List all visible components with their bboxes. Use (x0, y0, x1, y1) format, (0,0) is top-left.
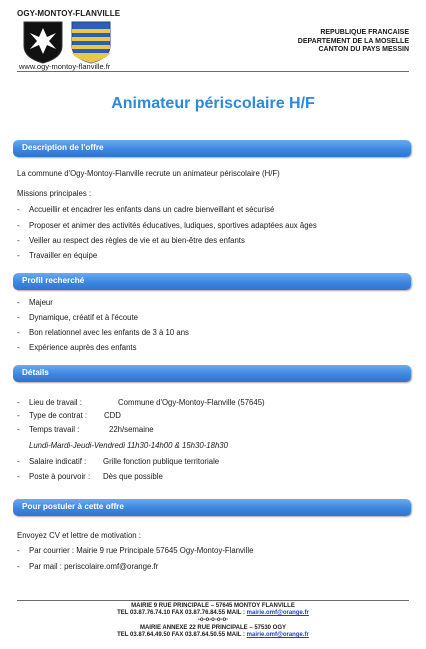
coat-of-arms-logos (22, 20, 114, 64)
list-item: - Majeur (17, 298, 53, 307)
striped-shield-coat-of-arms-icon (72, 22, 110, 63)
list-item: - Expérience auprès des enfants (17, 343, 137, 352)
page-title: Animateur périscolaire H/F (111, 95, 315, 112)
section-title: Détails (22, 368, 49, 377)
apply-by-post: - Par courrier : Mairie 9 rue Principale 57645 Ogy-Montoy-Flanville (17, 546, 254, 555)
detail-contract-type: - Type de contrat : CDD (17, 411, 121, 420)
detail-salary: - Salaire indicatif : Grille fonction publique territoriale (17, 457, 220, 466)
detail-work-time: - Temps travail : 22h/semaine (17, 425, 154, 434)
list-item: - Dynamique, créatif et à l'écoute (17, 313, 138, 322)
maltese-cross-coat-of-arms-icon (24, 22, 62, 63)
canton-line: CANTON DU PAYS MESSIN (318, 46, 409, 54)
list-item: - Veiller au respect des règles de vie et au bien-être des enfants (17, 236, 245, 245)
footer-divider (17, 600, 409, 601)
municipality-website[interactable]: www.ogy-montoy-flanville.fr (19, 62, 111, 71)
apply-by-email[interactable]: - Par mail : periscolaire.omf@orange.fr (17, 562, 159, 571)
offer-intro: La commune d'Ogy-Montoy-Flanville recrute un animateur périscolaire (H/F) (17, 169, 280, 178)
detail-start-date: - Poste à pourvoir : Dès que possible (17, 472, 163, 481)
header-divider (17, 71, 409, 72)
footer-email-link[interactable]: mairie.omf@orange.fr (246, 632, 309, 638)
detail-schedule: Lundi-Mardi-Jeudi-Vendredi 11h30-14h00 & 15h30-18h30 (29, 441, 228, 450)
detail-workplace: - Lieu de travail : Commune d'Ogy-Montoy-Flanville (57645) (17, 398, 265, 407)
section-title: Pour postuler à cette offre (22, 502, 124, 511)
list-item: - Bon relationnel avec les enfants de 3 à 10 ans (17, 328, 189, 337)
section-header-description (13, 140, 411, 157)
section-header-apply (13, 499, 411, 516)
footer-address-main: MAIRIE 9 RUE PRINCIPALE – 57645 MONTOY FLANVILLE (131, 603, 295, 609)
section-title: Description de l'offre (22, 143, 104, 152)
apply-intro: Envoyez CV et lettre de motivation : (17, 531, 141, 540)
section-header-profile (13, 273, 411, 290)
section-title: Profil recherché (22, 276, 85, 285)
footer-separator: -o-o-o-o-o- (197, 617, 229, 623)
footer-email-link[interactable]: mairie.omf@orange.fr (246, 610, 309, 616)
department-line: DEPARTEMENT DE LA MOSELLE (297, 37, 409, 45)
list-item: - Travailler en équipe (17, 251, 98, 260)
list-item: - Accueillir et encadrer les enfants dans un cadre bienveillant et sécurisé (17, 205, 275, 214)
list-item: - Proposer et animer des activités éducatives, ludiques, sportives adaptées aux âges (17, 221, 317, 230)
municipality-name: OGY-MONTOY-FLANVILLE (17, 9, 121, 18)
footer-contact-main: TEL 03.87.76.74.10 FAX 03.87.76.84.55 MAIL : mairie.omf@orange.fr (117, 610, 309, 616)
administrative-header (298, 29, 409, 55)
footer-address-annex: MAIRIE ANNEXE 22 RUE PRINCIPALE – 57530 OGY (139, 625, 287, 631)
missions-label: Missions principales : (17, 189, 92, 198)
footer-contact-annex: TEL 03.87.64.49.50 FAX 03.87.64.50.55 MAIL : mairie.omf@orange.fr (117, 632, 309, 638)
section-header-details (13, 365, 411, 382)
republic-line: REPUBLIQUE FRANCAISE (320, 29, 409, 36)
